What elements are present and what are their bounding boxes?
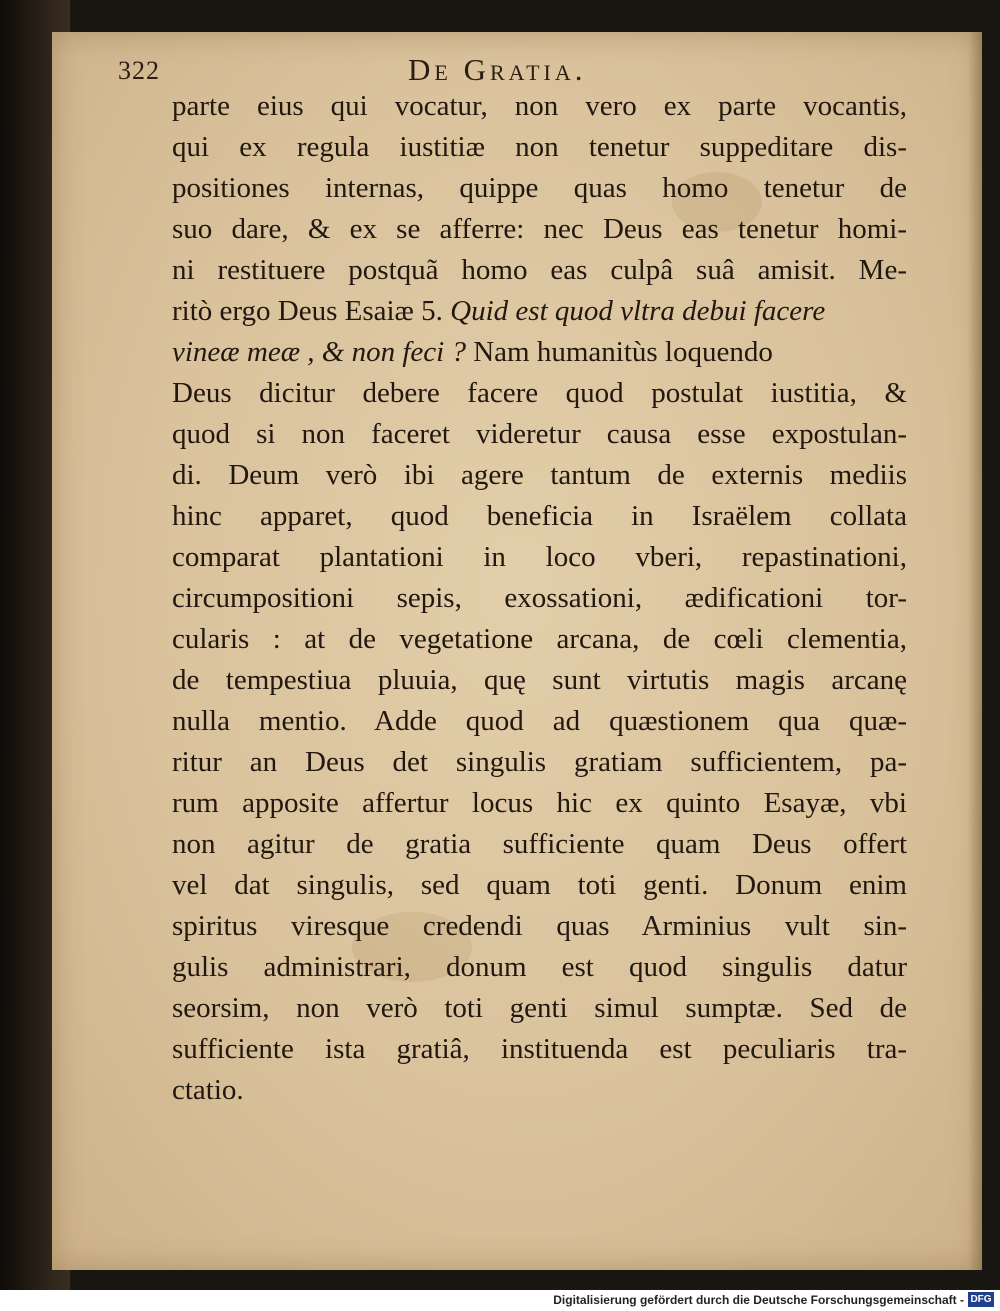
text-line: gulis administrari, donum est quod singulis datur — [172, 951, 907, 983]
digitization-footer — [0, 1290, 1000, 1311]
text-line: positiones internas, quippe quas homo tenetur de — [172, 172, 907, 204]
text-line-mixed — [172, 332, 907, 373]
text-line: ctatio. — [172, 1074, 244, 1106]
running-title: De Gratia. — [408, 52, 587, 87]
text-line: non agitur de gratia sufficiente quam Deus offert — [172, 828, 907, 860]
text-line: Deus dicitur debere facere quod postulat iustitia, & — [172, 377, 907, 409]
text-line: qui ex regula iustitiæ non tenetur suppeditare dis- — [172, 131, 907, 163]
italic-quotation: Quid est quod vltra debui facere — [450, 295, 826, 327]
text-fragment: Nam humanitùs loquendo — [473, 336, 773, 368]
text-line: ritur an Deus det singulis gratiam sufficientem, pa- — [172, 746, 907, 778]
text-line: hinc apparet, quod beneficia in Israëlem collata — [172, 500, 907, 532]
italic-quotation: vineæ meæ , & non feci ? — [172, 336, 466, 368]
text-line: circumpositioni sepis, exossationi, ædificationi tor- — [172, 582, 907, 614]
dfg-logo-icon: DFG — [968, 1292, 994, 1307]
scripture-reference: ritò ergo Deus Esaiæ 5. — [172, 295, 443, 327]
text-line: parte eius qui vocatur, non vero ex parte vocantis, — [172, 90, 907, 122]
text-line-mixed — [172, 291, 907, 332]
text-line: rum apposite affertur locus hic ex quinto Esayæ, vbi — [172, 787, 907, 819]
body-text — [172, 86, 907, 1111]
text-line: sufficiente ista gratiâ, instituenda est peculiaris tra- — [172, 1033, 907, 1065]
text-line: seorsim, non verò toti genti simul sumptæ. Sed de — [172, 992, 907, 1024]
page-edge-shading — [968, 32, 982, 1270]
text-line: nulla mentio. Adde quod ad quæstionem qua quæ- — [172, 705, 907, 737]
page-number: 322 — [118, 56, 160, 85]
text-line: spiritus viresque credendi quas Arminius vult sin- — [172, 910, 907, 942]
text-line: de tempestiua pluuia, quę sunt virtutis magis arcanę — [172, 664, 907, 696]
text-line: quod si non faceret videretur causa esse expostulan- — [172, 418, 907, 450]
text-line: suo dare, & ex se afferre: nec Deus eas tenetur homi- — [172, 213, 907, 245]
text-line: vel dat singulis, sed quam toti genti. Donum enim — [172, 869, 907, 901]
text-line: comparat plantationi in loco vberi, repastinationi, — [172, 541, 907, 573]
funding-credit: Digitalisierung gefördert durch die Deutsche Forschungsgemeinschaft - — [553, 1293, 964, 1307]
text-line: ni restituere postquã homo eas culpâ suâ amisit. Me- — [172, 254, 907, 286]
text-line: di. Deum verò ibi agere tantum de externis mediis — [172, 459, 907, 491]
text-line: cularis : at de vegetatione arcana, de cœli clementia, — [172, 623, 907, 655]
